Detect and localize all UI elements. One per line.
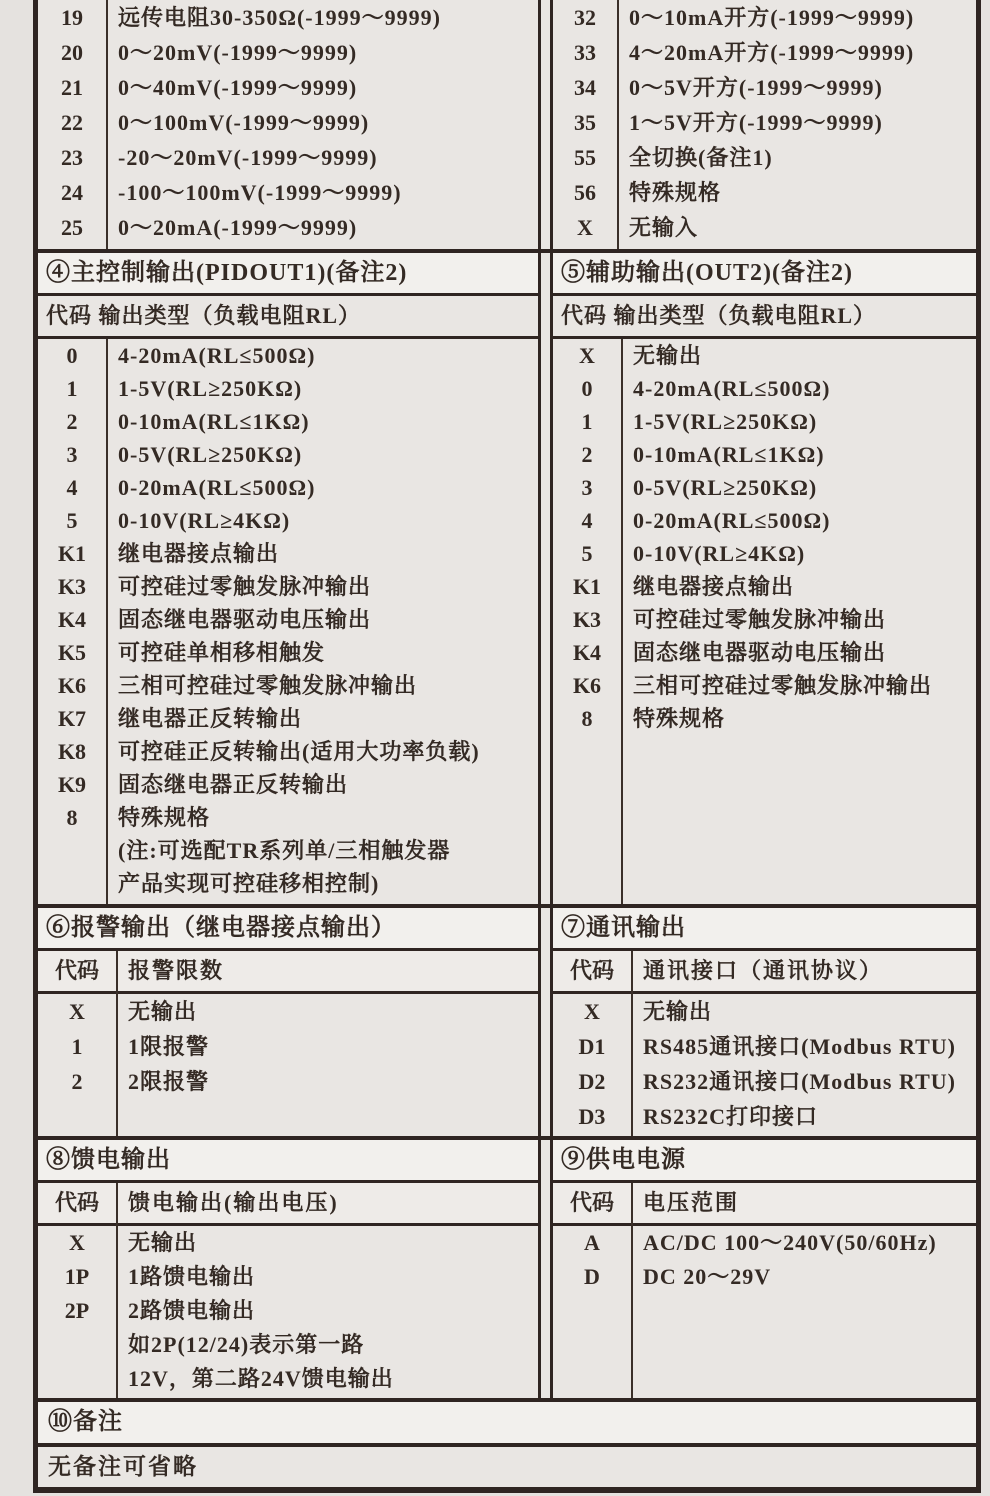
- row-code: 33: [574, 40, 596, 65]
- row-code: 2: [66, 409, 78, 434]
- row-code: 5: [581, 541, 593, 566]
- section9-subheader: [553, 1183, 976, 1226]
- table-row: [38, 35, 538, 70]
- table-row: [553, 669, 976, 702]
- section9-title: ⑨供电电源: [553, 1140, 976, 1183]
- row-code: X: [579, 343, 595, 368]
- row-desc: 12V，第二路24V馈电输出: [128, 1366, 394, 1391]
- row-code: X: [69, 999, 85, 1024]
- column-divider: [538, 0, 553, 249]
- row-desc: 0～10mA开方(-1999～9999): [629, 5, 915, 30]
- row-desc: 1-5V(RL≥250KΩ): [118, 376, 303, 401]
- table-row: [38, 570, 538, 603]
- row-code: 21: [61, 75, 83, 100]
- section6-title: ⑥报警输出（继电器接点输出）: [38, 908, 538, 951]
- row-desc: 0～20mV(-1999～9999): [118, 40, 358, 65]
- input-codes-left: [38, 0, 538, 249]
- table-row: [553, 105, 976, 140]
- section10-note: 无备注可省略: [48, 1454, 198, 1479]
- row-desc: 0～5V开方(-1999～9999): [629, 75, 883, 100]
- row-desc: 无输入: [629, 215, 699, 240]
- table-row: [553, 1064, 976, 1099]
- section5-rows: [553, 339, 976, 904]
- row-desc: 2路馈电输出: [128, 1298, 256, 1323]
- table-row: [38, 636, 538, 669]
- row-code: 20: [61, 40, 83, 65]
- section-power-supply: [553, 1140, 976, 1398]
- row-code: K6: [57, 673, 87, 698]
- row-desc: 继电器接点输出: [633, 574, 795, 599]
- table-row: [553, 0, 976, 35]
- table-row: [38, 405, 538, 438]
- row-code: [38, 1362, 116, 1396]
- row-desc: -100～100mV(-1999～9999): [118, 180, 402, 205]
- row-desc: 4～20mA开方(-1999～9999): [629, 40, 915, 65]
- row-code: 23: [61, 145, 83, 170]
- table-row: [553, 1029, 976, 1064]
- row-desc: 无输出: [643, 999, 713, 1024]
- input-codes-left-rows: [38, 0, 538, 249]
- table-row: [38, 994, 538, 1029]
- row-desc: 2限报警: [128, 1069, 210, 1094]
- row-desc: 1限报警: [128, 1034, 210, 1059]
- table-row: [38, 140, 538, 175]
- table-row: [38, 603, 538, 636]
- row-desc: 1～5V开方(-1999～9999): [629, 110, 883, 135]
- section6-body: [38, 951, 538, 1136]
- row-desc: 特殊规格: [633, 706, 726, 731]
- section8-body: [38, 1183, 538, 1398]
- row-code: K9: [57, 772, 87, 797]
- row-code: 3: [581, 475, 593, 500]
- row-desc: 产品实现可控硅移相控制): [118, 871, 380, 896]
- row-code: 1P: [64, 1264, 90, 1289]
- table-row: [38, 834, 538, 867]
- row-desc: 全切换(备注1): [629, 145, 773, 170]
- section4-title: ④主控制输出(PIDOUT1)(备注2): [38, 253, 538, 296]
- subheader-code-label: 代码: [54, 958, 99, 983]
- section-feed-output: [38, 1140, 538, 1398]
- input-codes-right-rows: [553, 0, 976, 249]
- row-desc: 可控硅过零触发脉冲输出: [633, 607, 887, 632]
- table-row: [38, 105, 538, 140]
- row-desc: 继电器接点输出: [118, 541, 280, 566]
- row-desc: 如2P(12/24)表示第一路: [128, 1332, 365, 1357]
- row-code: 32: [574, 5, 596, 30]
- row-desc: 固态继电器驱动电压输出: [633, 640, 887, 665]
- table-row: [553, 1099, 976, 1134]
- table-row: [553, 570, 976, 603]
- row-code: 8: [66, 805, 78, 830]
- row-desc: (注:可选配TR系列单/三相触发器: [118, 838, 451, 863]
- row-code: K1: [572, 574, 602, 599]
- section4-rows: [38, 339, 538, 904]
- table-row: [38, 438, 538, 471]
- table-row: [38, 175, 538, 210]
- alarm-comm-band: [38, 904, 976, 1136]
- table-row: [38, 1328, 538, 1362]
- table-row: [38, 768, 538, 801]
- table-row: [38, 735, 538, 768]
- row-code: K3: [57, 574, 87, 599]
- section8-title: ⑧馈电输出: [38, 1140, 538, 1183]
- table-row: [38, 1029, 538, 1064]
- table-row: [553, 636, 976, 669]
- row-desc: RS485通讯接口(Modbus RTU): [643, 1034, 956, 1059]
- section7-subheader: [553, 951, 976, 994]
- row-desc: 无输出: [128, 999, 198, 1024]
- table-row: [38, 1362, 538, 1396]
- row-desc: 固态继电器正反转输出: [118, 772, 349, 797]
- table-row: [38, 669, 538, 702]
- row-code: 2P: [64, 1298, 90, 1323]
- row-desc: 0-10mA(RL≤1KΩ): [118, 409, 310, 434]
- output-sections-band: [38, 249, 976, 904]
- section-main-control-output: [38, 253, 538, 904]
- table-row: [38, 339, 538, 372]
- feed-power-band: [38, 1136, 976, 1398]
- row-desc: 可控硅单相移相触发: [118, 640, 326, 665]
- row-code: 5: [66, 508, 78, 533]
- row-code: 35: [574, 110, 596, 135]
- row-code: X: [69, 1230, 85, 1255]
- column-divider: [538, 253, 553, 904]
- section8-subheader: [38, 1183, 538, 1226]
- row-code: 4: [66, 475, 78, 500]
- row-code: K1: [57, 541, 87, 566]
- row-desc: 0-10mA(RL≤1KΩ): [633, 442, 825, 467]
- section6-subheader: [38, 951, 538, 994]
- row-code: D3: [578, 1104, 606, 1129]
- table-row: [553, 1260, 976, 1294]
- table-row: [553, 70, 976, 105]
- subheader-desc-label: 电压范围: [643, 1190, 740, 1215]
- row-code: 22: [61, 110, 83, 135]
- subheader-desc-label: 通讯接口（通讯协议）: [643, 958, 884, 983]
- row-desc: DC 20～29V: [643, 1264, 772, 1289]
- row-code: 1: [66, 376, 78, 401]
- row-desc: 特殊规格: [629, 180, 722, 205]
- row-code: X: [584, 999, 600, 1024]
- row-code: 56: [574, 180, 596, 205]
- table-row: [553, 35, 976, 70]
- row-desc: 0-20mA(RL≤500Ω): [633, 508, 831, 533]
- row-code: 34: [574, 75, 596, 100]
- row-code: K7: [57, 706, 87, 731]
- section-comm-output: [553, 908, 976, 1136]
- section-aux-output: [553, 253, 976, 904]
- row-code: 2: [581, 442, 593, 467]
- row-desc: 0～40mV(-1999～9999): [118, 75, 358, 100]
- table-row: [553, 1226, 976, 1260]
- row-desc: 三相可控硅过零触发脉冲输出: [118, 673, 418, 698]
- table-row: [38, 1260, 538, 1294]
- table-row: [38, 210, 538, 245]
- subheader-desc-label: 报警限数: [128, 958, 225, 983]
- table-row: [38, 801, 538, 834]
- row-code: [38, 867, 106, 900]
- table-row: [38, 504, 538, 537]
- row-code: 1: [581, 409, 593, 434]
- row-code: 19: [61, 5, 83, 30]
- input-codes-right: [553, 0, 976, 249]
- column-divider: [538, 1140, 553, 1398]
- row-code: K4: [57, 607, 87, 632]
- row-desc: 0-10V(RL≥4KΩ): [118, 508, 291, 533]
- table-row: [38, 1294, 538, 1328]
- row-desc: 4-20mA(RL≤500Ω): [118, 343, 316, 368]
- section9-body: [553, 1183, 976, 1398]
- table-row: [553, 537, 976, 570]
- input-codes-band: [38, 0, 976, 249]
- row-desc: 1路馈电输出: [128, 1264, 256, 1289]
- row-desc: 固态继电器驱动电压输出: [118, 607, 372, 632]
- section7-title: ⑦通讯输出: [553, 908, 976, 951]
- row-desc: 无输出: [128, 1230, 198, 1255]
- section10-title: ⑩备注: [38, 1402, 976, 1447]
- row-code: D1: [578, 1034, 606, 1059]
- row-code: [38, 1328, 116, 1362]
- row-code: D2: [578, 1069, 606, 1094]
- ordering-code-table: [33, 0, 981, 1493]
- table-row: [553, 210, 976, 245]
- row-code: [38, 834, 106, 867]
- row-desc: 特殊规格: [118, 805, 211, 830]
- row-desc: 0～100mV(-1999～9999): [118, 110, 370, 135]
- row-desc: 可控硅过零触发脉冲输出: [118, 574, 372, 599]
- row-code: 0: [66, 343, 78, 368]
- section7-body: [553, 951, 976, 1136]
- row-code: 8: [581, 706, 593, 731]
- row-code: K4: [572, 640, 602, 665]
- row-desc: 1-5V(RL≥250KΩ): [633, 409, 818, 434]
- table-row: [553, 175, 976, 210]
- row-desc: -20～20mV(-1999～9999): [118, 145, 378, 170]
- table-row: [553, 994, 976, 1029]
- subheader-code-label: 代码: [569, 1190, 614, 1215]
- section5-title: ⑤辅助输出(OUT2)(备注2): [553, 253, 976, 296]
- row-code: 0: [581, 376, 593, 401]
- row-desc: AC/DC 100～240V(50/60Hz): [643, 1230, 937, 1255]
- row-code: K3: [572, 607, 602, 632]
- table-row: [38, 471, 538, 504]
- table-row: [38, 372, 538, 405]
- row-desc: 0-5V(RL≥250KΩ): [118, 442, 303, 467]
- row-code: 4: [581, 508, 593, 533]
- row-code: 25: [61, 215, 83, 240]
- table-row: [553, 504, 976, 537]
- subheader-code-label: 代码: [569, 958, 614, 983]
- row-desc: 无输出: [633, 343, 703, 368]
- table-row: [38, 0, 538, 35]
- row-code: X: [577, 215, 593, 240]
- table-row: [553, 372, 976, 405]
- row-code: K5: [57, 640, 87, 665]
- row-desc: 0-10V(RL≥4KΩ): [633, 541, 806, 566]
- row-code: 55: [574, 145, 596, 170]
- subheader-code-label: 代码: [54, 1190, 99, 1215]
- table-row: [553, 702, 976, 735]
- section5-subheader: 代码 输出类型（负载电阻RL）: [553, 296, 976, 339]
- table-row: [553, 405, 976, 438]
- row-code: 3: [66, 442, 78, 467]
- table-row: [38, 702, 538, 735]
- row-code: A: [584, 1230, 600, 1255]
- row-desc: 可控硅正反转输出(适用大功率负载): [118, 739, 480, 764]
- table-row: [38, 1226, 538, 1260]
- row-desc: RS232通讯接口(Modbus RTU): [643, 1069, 956, 1094]
- table-row: [38, 537, 538, 570]
- row-desc: 0-20mA(RL≤500Ω): [118, 475, 316, 500]
- row-desc: 远传电阻30-350Ω(-1999～9999): [118, 5, 441, 30]
- table-row: [553, 438, 976, 471]
- row-desc: RS232C打印接口: [643, 1104, 819, 1129]
- table-row: [38, 867, 538, 900]
- row-code: 24: [61, 180, 83, 205]
- row-code: K6: [572, 673, 602, 698]
- row-code: 2: [71, 1069, 83, 1094]
- table-row: [38, 70, 538, 105]
- row-desc: 0-5V(RL≥250KΩ): [633, 475, 818, 500]
- table-row: [553, 471, 976, 504]
- table-row: [553, 339, 976, 372]
- row-desc: 4-20mA(RL≤500Ω): [633, 376, 831, 401]
- section-alarm-output: [38, 908, 538, 1136]
- row-code: K8: [57, 739, 87, 764]
- row-desc: 0～20mA(-1999～9999): [118, 215, 358, 240]
- row-code: 1: [71, 1034, 83, 1059]
- table-row: [38, 1064, 538, 1099]
- subheader-desc-label: 馈电输出(输出电压): [128, 1190, 339, 1215]
- row-code: D: [584, 1264, 600, 1289]
- row-desc: 继电器正反转输出: [118, 706, 303, 731]
- section4-subheader: 代码 输出类型（负载电阻RL）: [38, 296, 538, 339]
- column-divider: [538, 908, 553, 1136]
- row-desc: 三相可控硅过零触发脉冲输出: [633, 673, 933, 698]
- table-row: [553, 140, 976, 175]
- table-row: [553, 603, 976, 636]
- remarks-band: [38, 1398, 976, 1487]
